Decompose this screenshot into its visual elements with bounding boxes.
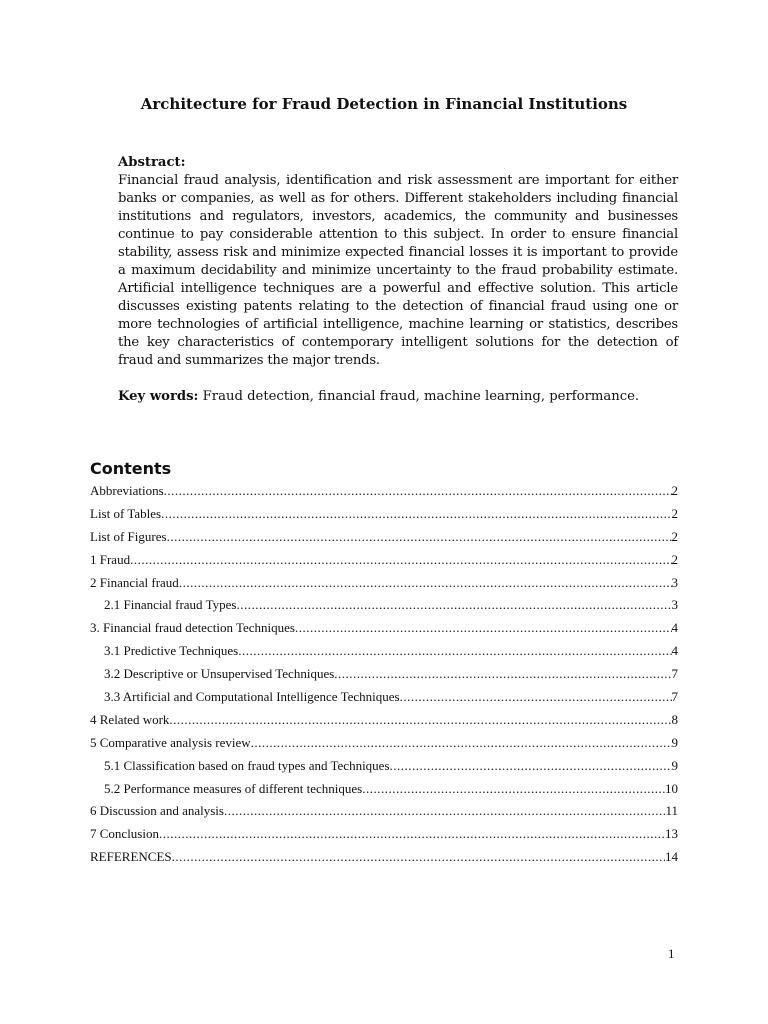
toc-entry-title: 4 Related work xyxy=(90,711,170,727)
contents-heading: Contents xyxy=(90,459,172,478)
toc-entry-references[interactable] xyxy=(90,847,678,870)
toc-entry-conclusion[interactable] xyxy=(90,824,678,847)
toc-entry-abbreviations[interactable] xyxy=(90,481,678,504)
page-number: 1 xyxy=(668,946,675,961)
toc-entry-title: 3. Financial fraud detection Techniques xyxy=(90,620,295,636)
toc-leader-dots xyxy=(295,618,672,638)
toc-entry-descriptive-techniques[interactable] xyxy=(90,664,678,687)
toc-entry-list-of-tables[interactable] xyxy=(90,504,678,527)
keywords-line xyxy=(118,388,678,406)
toc-entry-financial-fraud[interactable] xyxy=(90,573,678,596)
toc-entry-page: 10 xyxy=(665,780,678,796)
toc-entry-page: 13 xyxy=(665,826,678,842)
toc-leader-dots xyxy=(130,550,671,570)
toc-entry-title: 1 Fraud xyxy=(90,551,131,567)
toc-entry-title: List of Tables xyxy=(90,505,162,521)
toc-leader-dots xyxy=(251,733,672,753)
toc-entry-classification[interactable] xyxy=(90,756,678,779)
toc-entry-title: 2 Financial fraud xyxy=(90,574,179,590)
toc-leader-dots xyxy=(167,527,672,547)
toc-entry-title: 3.2 Descriptive or Unsupervised Techniques xyxy=(104,666,335,682)
abstract-section xyxy=(118,154,678,406)
toc-entry-page: 2 xyxy=(671,528,678,544)
toc-leader-dots xyxy=(362,779,665,799)
toc-entry-title: 6 Discussion and analysis xyxy=(90,803,224,819)
abstract-heading: Abstract: xyxy=(118,155,186,170)
toc-entry-page: 4 xyxy=(671,620,678,636)
toc-leader-dots xyxy=(164,481,672,501)
toc-entry-title: REFERENCES xyxy=(90,849,172,865)
toc-entry-page: 4 xyxy=(671,643,678,659)
toc-leader-dots xyxy=(224,801,666,821)
toc-entry-title: 3.3 Artificial and Computational Intelligence Techniques xyxy=(104,689,400,705)
toc-entry-title: 5.1 Classification based on fraud types and Techniques xyxy=(104,757,390,773)
keywords-label: Key words: xyxy=(118,389,199,404)
toc-entry-page: 11 xyxy=(665,803,678,819)
toc-entry-page: 7 xyxy=(671,666,678,682)
toc-entry-list-of-figures[interactable] xyxy=(90,527,678,550)
document-title: Architecture for Fraud Detection in Financial Institutions xyxy=(140,95,628,113)
toc-leader-dots xyxy=(400,687,672,707)
toc-entry-title: 5.2 Performance measures of different techniques xyxy=(104,780,363,796)
toc-entry-page: 8 xyxy=(671,711,678,727)
toc-leader-dots xyxy=(169,710,671,730)
toc-entry-related-work[interactable] xyxy=(90,710,678,733)
toc-entry-page: 14 xyxy=(665,849,678,865)
toc-entry-financial-fraud-types[interactable] xyxy=(90,595,678,618)
toc-entry-title: 2.1 Financial fraud Types xyxy=(104,597,237,613)
toc-leader-dots xyxy=(161,504,671,524)
toc-entry-ai-techniques[interactable] xyxy=(90,687,678,710)
toc-entry-page: 9 xyxy=(671,757,678,773)
toc-entry-title: List of Figures xyxy=(90,528,167,544)
toc-entry-page: 2 xyxy=(671,505,678,521)
toc-entry-page: 3 xyxy=(671,597,678,613)
toc-leader-dots xyxy=(238,641,671,661)
toc-entry-title: 5 Comparative analysis review xyxy=(90,734,251,750)
toc-entry-predictive-techniques[interactable] xyxy=(90,641,678,664)
toc-entry-page: 3 xyxy=(671,574,678,590)
toc-leader-dots xyxy=(179,573,672,593)
toc-leader-dots xyxy=(334,664,671,684)
toc-entry-title: 7 Conclusion xyxy=(90,826,159,842)
toc-leader-dots xyxy=(390,756,672,776)
toc-entry-comparative-analysis[interactable] xyxy=(90,733,678,756)
toc-entry-performance-measures[interactable] xyxy=(90,779,678,802)
keywords-text: Fraud detection, financial fraud, machine learning, performance. xyxy=(202,389,640,404)
toc-leader-dots xyxy=(172,847,665,867)
toc-entry-page: 7 xyxy=(671,689,678,705)
table-of-contents xyxy=(90,481,678,870)
toc-entry-title: 3.1 Predictive Techniques xyxy=(104,643,239,659)
toc-leader-dots xyxy=(159,824,665,844)
toc-entry-page: 2 xyxy=(671,551,678,567)
toc-entry-detection-techniques[interactable] xyxy=(90,618,678,641)
toc-entry-discussion[interactable] xyxy=(90,801,678,824)
toc-entry-fraud[interactable] xyxy=(90,550,678,573)
toc-leader-dots xyxy=(236,595,671,615)
toc-entry-page: 2 xyxy=(671,483,678,498)
toc-entry-page: 9 xyxy=(671,734,678,750)
abstract-text: Financial fraud analysis, identification and risk assessment are important for either banks or companies, as well as for others. Different stakeholders including financial institutions and regulators, investors, academics, the community and businesses continue to pay considerable attention to this subject. In order to ensure financial stability, assess risk and minimize expected financial losses it is important to provide a maximum decidability and minimize uncertainty to the fraud probability estimate. Artificial intelligence techniques are a powerful and effective solution. This article discusses existing patents relating to the detection of financial fraud using one or more technologies of artificial intelligence, machine learning or statistics, describes the key characteristics of contemporary intelligent solutions for the detection of fraud and summarizes the major trends. xyxy=(118,173,678,368)
toc-entry-title: Abbreviations xyxy=(90,483,164,498)
